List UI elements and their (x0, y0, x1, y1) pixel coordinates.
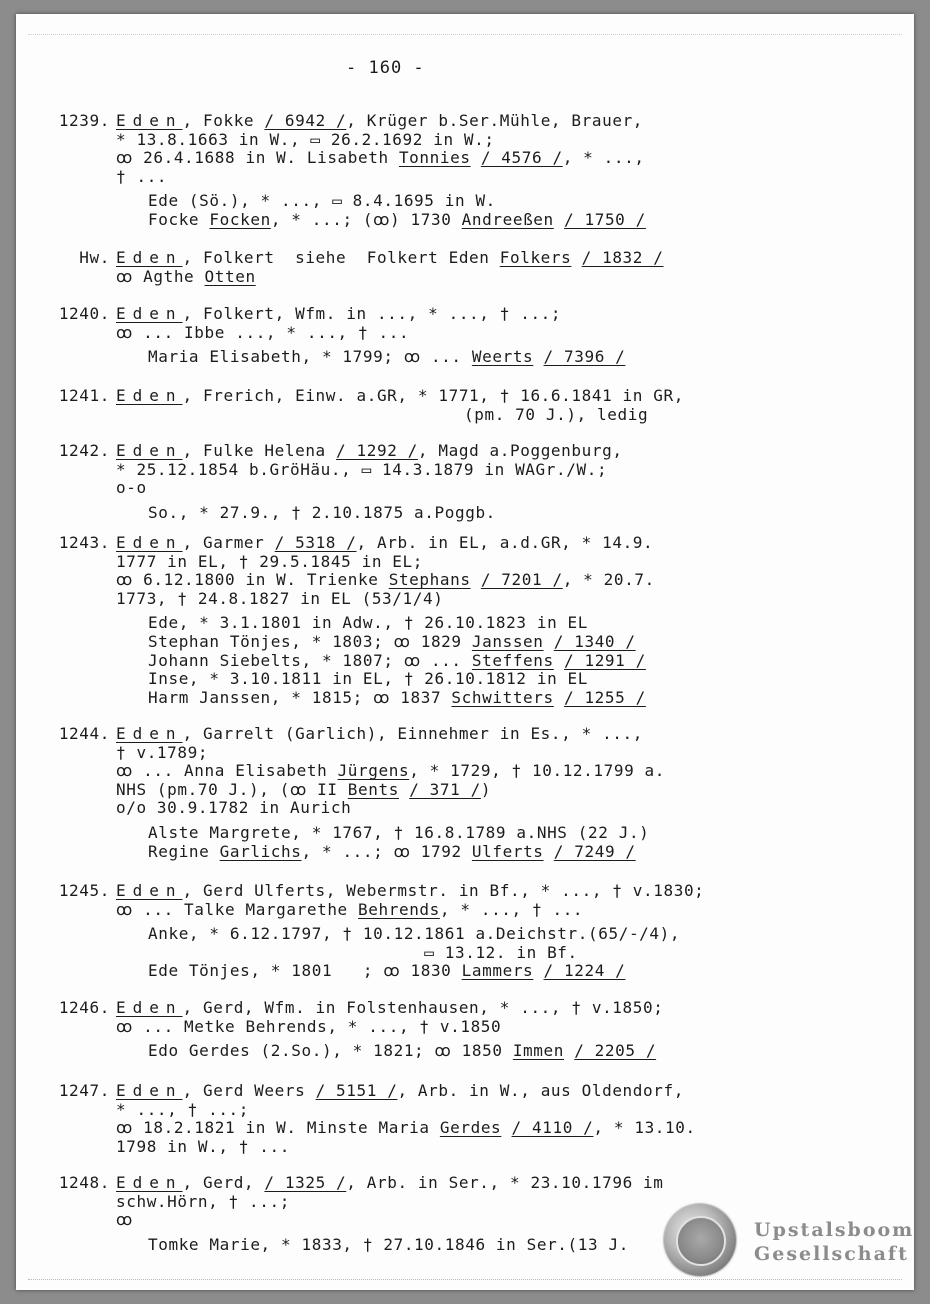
text-segment (399, 780, 409, 799)
text-segment: Edo Gerdes (2.So.), * 1821; ꝏ 1850 (148, 1041, 513, 1061)
text-segment: Andreeßen (461, 210, 554, 229)
text-line: 1777 in EL, † 29.5.1845 in EL; (116, 551, 423, 571)
reference-number: / 4110 / (511, 1118, 594, 1138)
entry-number: 1244. (58, 724, 110, 743)
entry-number: 1239. (58, 111, 110, 130)
text-segment: , * ..., † ... (439, 899, 584, 919)
surname: Eden (116, 1173, 183, 1192)
text-segment (533, 347, 543, 366)
text-line: 1798 in W., † ... (116, 1136, 290, 1156)
text-line: Anke, * 6.12.1797, † 10.12.1861 a.Deichstr.(65/-/4), (148, 924, 681, 944)
text-line (148, 962, 625, 980)
text-segment: Focke (148, 210, 210, 229)
surname: Eden (116, 998, 183, 1017)
text-segment: , Gerd, (182, 1173, 265, 1192)
reference-number: / 1340 / (553, 632, 636, 651)
surname: Eden (116, 724, 183, 743)
text-line (116, 534, 653, 552)
text-line (116, 249, 664, 267)
surname: Eden (116, 441, 183, 460)
text-line (148, 1042, 656, 1060)
text-line: * 25.12.1854 b.GröHäu., ▭ 14.3.1879 in WAGr./W.; (116, 459, 608, 479)
text-segment: , * ...; (ꝏ) 1730 (270, 210, 462, 229)
text-segment: Ede Tönjes, * 1801 ; ꝏ 1830 (148, 961, 462, 981)
text-segment (554, 210, 564, 229)
text-segment: Garlichs (219, 841, 302, 861)
text-segment: Weerts (471, 347, 534, 367)
reference-number: / 1255 / (563, 687, 646, 707)
text-segment: ꝏ 18.2.1821 in W. Minste Maria (116, 1118, 440, 1138)
text-segment: , * 20.7. (562, 570, 655, 590)
reference-number: / 5151 / (315, 1081, 398, 1100)
text-line: schw.Hörn, † ...; (116, 1191, 290, 1211)
text-line (116, 571, 655, 589)
text-line (116, 901, 583, 919)
text-segment: Immen (512, 1041, 564, 1061)
surname: Eden (116, 386, 183, 405)
text-segment (544, 632, 554, 651)
text-line (148, 652, 646, 670)
text-segment: Harm Janssen, * 1815; ꝏ 1837 (148, 687, 452, 707)
text-segment: , Arb. in EL, a.d.GR, * 14.9. (356, 533, 654, 552)
text-segment: Lammers (461, 961, 534, 981)
reference-number: / 4576 / (480, 148, 563, 168)
text-segment: Tonnies (398, 148, 471, 168)
text-segment: , * 13.10. (593, 1118, 696, 1138)
text-line: * 13.8.1663 in W., ▭ 26.2.1692 in W.; (116, 129, 495, 149)
text-line (116, 268, 256, 286)
text-segment: Maria Elisabeth, * 1799; ꝏ ... (148, 347, 472, 367)
text-line (116, 1082, 684, 1100)
text-segment: Stephans (388, 570, 471, 590)
reference-number: / 371 / (409, 779, 481, 799)
reference-number: / 5318 / (274, 533, 357, 552)
text-segment: Stephan Tönjes, * 1803; ꝏ 1829 (148, 632, 472, 651)
text-segment: , Gerd Ulferts, Webermstr. in Bf., * ..., † v.1830; (182, 881, 705, 900)
text-segment (544, 842, 554, 861)
text-segment: , Arb. in Ser., * 23.10.1796 im (346, 1173, 664, 1192)
text-segment: , Frerich, Einw. a.GR, * 1771, † 16.6.1841 in GR, (182, 386, 684, 405)
reference-number: / 7396 / (543, 347, 626, 367)
text-line (116, 725, 643, 743)
reference-number: / 1832 / (581, 248, 664, 267)
text-line: † ... (116, 166, 168, 186)
seal-emblem-icon (676, 1216, 726, 1266)
text-line (116, 999, 663, 1017)
surname: Eden (116, 111, 183, 130)
text-segment: ) (480, 779, 492, 799)
text-line (148, 689, 646, 707)
text-segment: , Folkert, Wfm. in ..., * ..., † ...; (182, 304, 562, 323)
text-line (148, 843, 636, 861)
text-segment: Bents (347, 779, 399, 799)
text-segment (471, 570, 481, 589)
text-segment (501, 1118, 511, 1137)
text-segment: , Magd a.Poggenburg, (417, 441, 623, 460)
text-segment: ꝏ 26.4.1688 in W. Lisabeth (116, 148, 399, 168)
page-number: - 160 - (346, 58, 425, 78)
text-line: Tomke Marie, * 1833, † 27.10.1846 in Ser.(13 J. (148, 1234, 629, 1254)
text-segment: , Fokke (182, 111, 265, 130)
text-line (148, 348, 625, 366)
text-segment: ꝏ ... Talke Margarethe (116, 899, 359, 919)
surname: Eden (116, 248, 183, 267)
text-line (116, 112, 643, 130)
text-segment: ꝏ 6.12.1800 in W. Trienke (116, 570, 389, 590)
text-segment: ꝏ Agthe (116, 266, 205, 286)
watermark-brand (754, 1218, 914, 1266)
text-segment (571, 248, 581, 267)
text-segment: , Garmer (182, 533, 275, 552)
text-segment: NHS (pm.70 J.), (ꝏ II (116, 779, 348, 799)
text-segment: Otten (204, 266, 256, 286)
text-segment: , Gerd Weers (182, 1081, 316, 1100)
reference-number: / 1291 / (564, 650, 646, 670)
reference-number: / 1750 / (564, 210, 646, 229)
text-line (116, 305, 561, 323)
text-line: * ..., † ...; (116, 1099, 250, 1119)
text-segment: , * ..., (562, 148, 645, 168)
text-segment: , * ...; ꝏ 1792 (301, 841, 472, 861)
text-segment: , Gerd, Wfm. in Folstenhausen, * ..., † v.1850; (182, 998, 664, 1017)
text-line: Ede (Sö.), * ..., ▭ 8.4.1695 in W. (148, 191, 496, 211)
text-segment (533, 961, 543, 980)
text-line: So., * 27.9., † 2.10.1875 a.Poggb. (148, 502, 496, 522)
text-line: o-o (116, 478, 147, 498)
reference-number: / 7249 / (553, 841, 636, 861)
text-line: ▭ 13.12. in Bf. (148, 942, 578, 962)
text-segment: , Krüger b.Ser.Mühle, Brauer, (346, 111, 644, 130)
entry-number: Hw. (79, 248, 110, 267)
reference-number: / 7201 / (480, 570, 563, 590)
text-line: Alste Margrete, * 1767, † 16.8.1789 a.NHS (22 J.) (148, 823, 650, 842)
entry-number: 1241. (58, 386, 110, 405)
entry-number: 1243. (58, 533, 110, 552)
text-segment (564, 1041, 574, 1060)
text-line (116, 1119, 696, 1137)
text-segment: Folkers (499, 248, 572, 267)
reference-number: / 6942 / (264, 111, 347, 130)
text-line (116, 882, 704, 900)
text-line (116, 762, 665, 780)
surname: Eden (116, 304, 183, 323)
text-segment: Johann Siebelts, * 1807; ꝏ ... (148, 650, 472, 670)
reference-number: / 2205 / (574, 1041, 657, 1061)
entry-number: 1245. (58, 881, 110, 900)
text-line: (pm. 70 J.), ledig (464, 404, 649, 424)
text-line (116, 781, 491, 799)
text-line (148, 211, 646, 229)
text-segment: , Fulke Helena (182, 441, 337, 460)
reference-number: / 1325 / (264, 1173, 347, 1192)
text-line: Inse, * 3.10.1811 in EL, † 26.10.1812 in EL (148, 669, 589, 689)
text-line (148, 633, 636, 651)
watermark-line1: Upstalsboom (754, 1219, 914, 1241)
text-segment (554, 651, 564, 670)
text-line (116, 1174, 664, 1192)
text-segment: Jürgens (337, 761, 410, 781)
text-line: o/o 30.9.1782 in Aurich (116, 798, 352, 818)
text-line (116, 149, 645, 167)
text-segment (554, 688, 564, 707)
text-line (116, 387, 684, 405)
text-segment: , * 1729, † 10.12.1799 a. (409, 761, 666, 781)
text-line: ꝏ ... Ibbe ..., * ..., † ... (116, 322, 410, 342)
reference-number: / 1292 / (336, 441, 418, 460)
text-segment: Behrends (358, 899, 440, 919)
entry-number: 1248. (58, 1173, 110, 1192)
entry-number: 1246. (58, 998, 110, 1017)
text-segment (471, 148, 481, 167)
text-segment: , Garrelt (Garlich), Einnehmer in Es., * ..., (182, 724, 644, 743)
text-segment: ꝏ ... Anna Elisabeth (116, 761, 338, 781)
entry-number: 1242. (58, 441, 110, 460)
text-segment: Focken (209, 210, 271, 229)
text-segment: Schwitters (451, 687, 554, 707)
text-segment: Regine (148, 841, 220, 861)
text-segment: Janssen (471, 632, 544, 651)
document-page (16, 14, 914, 1290)
text-segment: Steffens (471, 650, 554, 670)
entry-number: 1240. (58, 304, 110, 323)
text-line (116, 442, 623, 460)
text-segment: , Folkert siehe Folkert Eden (182, 248, 500, 267)
entry-number: 1247. (58, 1081, 110, 1100)
surname: Eden (116, 1081, 183, 1100)
surname: Eden (116, 881, 183, 900)
text-segment: Ulferts (471, 841, 544, 861)
text-segment: Gerdes (439, 1118, 502, 1138)
watermark-line2: Gesellschaft (754, 1243, 909, 1265)
text-line: ꝏ (116, 1210, 133, 1230)
text-line: 1773, † 24.8.1827 in EL (53/1/4) (116, 588, 444, 608)
text-segment: , Arb. in W., aus Oldendorf, (397, 1081, 684, 1100)
reference-number: / 1224 / (543, 961, 626, 981)
seal-logo (664, 1204, 736, 1276)
surname: Eden (116, 533, 183, 552)
text-line: ꝏ ... Metke Behrends, * ..., † v.1850 (116, 1016, 502, 1036)
text-line: † v.1789; (116, 742, 209, 762)
text-line: Ede, * 3.1.1801 in Adw., † 26.10.1823 in EL (148, 613, 589, 633)
